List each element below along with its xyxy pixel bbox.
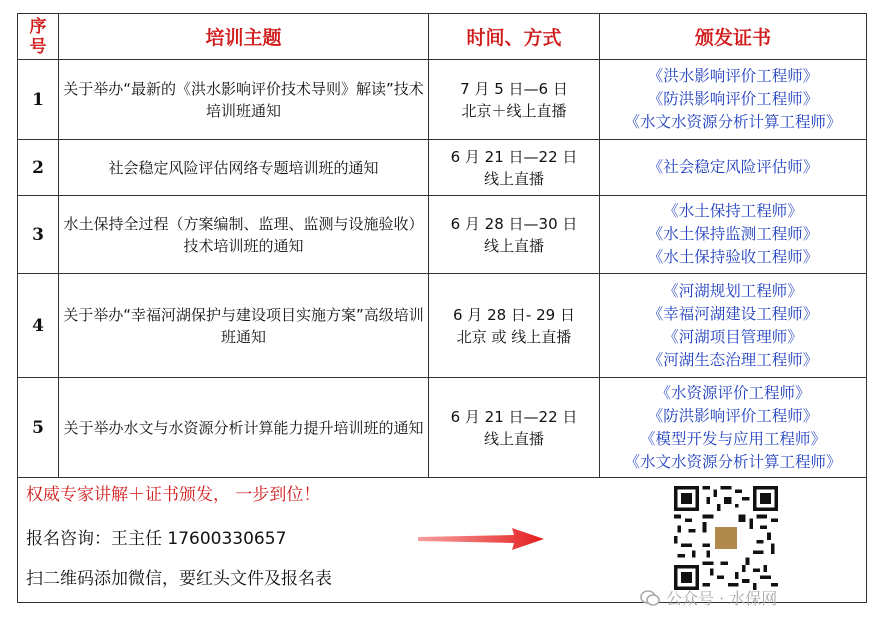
header-topic: 培训主题 bbox=[59, 14, 429, 60]
row-number: 3 bbox=[18, 196, 59, 274]
row-number: 2 bbox=[18, 140, 59, 196]
header-seq: 序号 bbox=[18, 14, 59, 60]
qr-code-icon[interactable] bbox=[674, 486, 778, 590]
row-topic[interactable]: 水土保持全过程（方案编制、监理、监测与设施验收）技术培训班的通知 bbox=[59, 196, 429, 274]
scan-instruction: 扫二维码添加微信，要红头文件及报名表 bbox=[26, 569, 332, 589]
row-certs: 《水土保持工程师》 《水土保持监测工程师》 《水土保持验收工程师》 bbox=[600, 196, 867, 274]
footer-row bbox=[18, 478, 867, 603]
table-row bbox=[18, 60, 867, 140]
table-row bbox=[18, 274, 867, 378]
table-row bbox=[18, 378, 867, 478]
training-table bbox=[17, 13, 867, 603]
watermark bbox=[640, 586, 777, 609]
row-topic[interactable]: 社会稳定风险评估网络专题培训班的通知 bbox=[59, 140, 429, 196]
table-row bbox=[18, 196, 867, 274]
footer-content bbox=[18, 478, 866, 596]
row-topic[interactable]: 关于举办“幸福河湖保护与建设项目实施方案”高级培训班通知 bbox=[59, 274, 429, 378]
header-cert: 颁发证书 bbox=[600, 14, 867, 60]
row-time: 6 月 28 日- 29 日 北京 或 线上直播 bbox=[429, 274, 600, 378]
row-number: 5 bbox=[18, 378, 59, 478]
row-topic[interactable]: 关于举办“最新的《洪水影响评价技术导则》解读”技术培训班通知 bbox=[59, 60, 429, 140]
consult-text[interactable]: 报名咨询：王主任 17600330657 bbox=[26, 529, 287, 549]
row-number: 1 bbox=[18, 60, 59, 140]
row-time: 7 月 5 日—6 日 北京＋线上直播 bbox=[429, 60, 600, 140]
row-certs: 《洪水影响评价工程师》 《防洪影响评价工程师》 《水文水资源分析计算工程师》 bbox=[600, 60, 867, 140]
header-time: 时间、方式 bbox=[429, 14, 600, 60]
table-row bbox=[18, 140, 867, 196]
arrow-right-icon bbox=[416, 526, 546, 552]
slogan-text: 权威专家讲解＋证书颁发， 一步到位！ bbox=[26, 485, 321, 505]
watermark-text: 公众号 · 水保网 bbox=[666, 589, 778, 608]
footer-cell bbox=[18, 478, 867, 603]
header-row bbox=[18, 14, 867, 60]
row-certs: 《河湖规划工程师》 《幸福河湖建设工程师》 《河湖项目管理师》 《河湖生态治理工程师》 bbox=[600, 274, 867, 378]
row-time: 6 月 21 日—22 日 线上直播 bbox=[429, 378, 600, 478]
row-topic[interactable]: 关于举办水文与水资源分析计算能力提升培训班的通知 bbox=[59, 378, 429, 478]
row-certs: 《社会稳定风险评估师》 bbox=[600, 140, 867, 196]
wechat-icon bbox=[640, 589, 660, 607]
row-time: 6 月 21 日—22 日 线上直播 bbox=[429, 140, 600, 196]
row-number: 4 bbox=[18, 274, 59, 378]
row-certs: 《水资源评价工程师》 《防洪影响评价工程师》 《模型开发与应用工程师》 《水文水资源分析计算工程师》 bbox=[600, 378, 867, 478]
row-time: 6 月 28 日—30 日 线上直播 bbox=[429, 196, 600, 274]
